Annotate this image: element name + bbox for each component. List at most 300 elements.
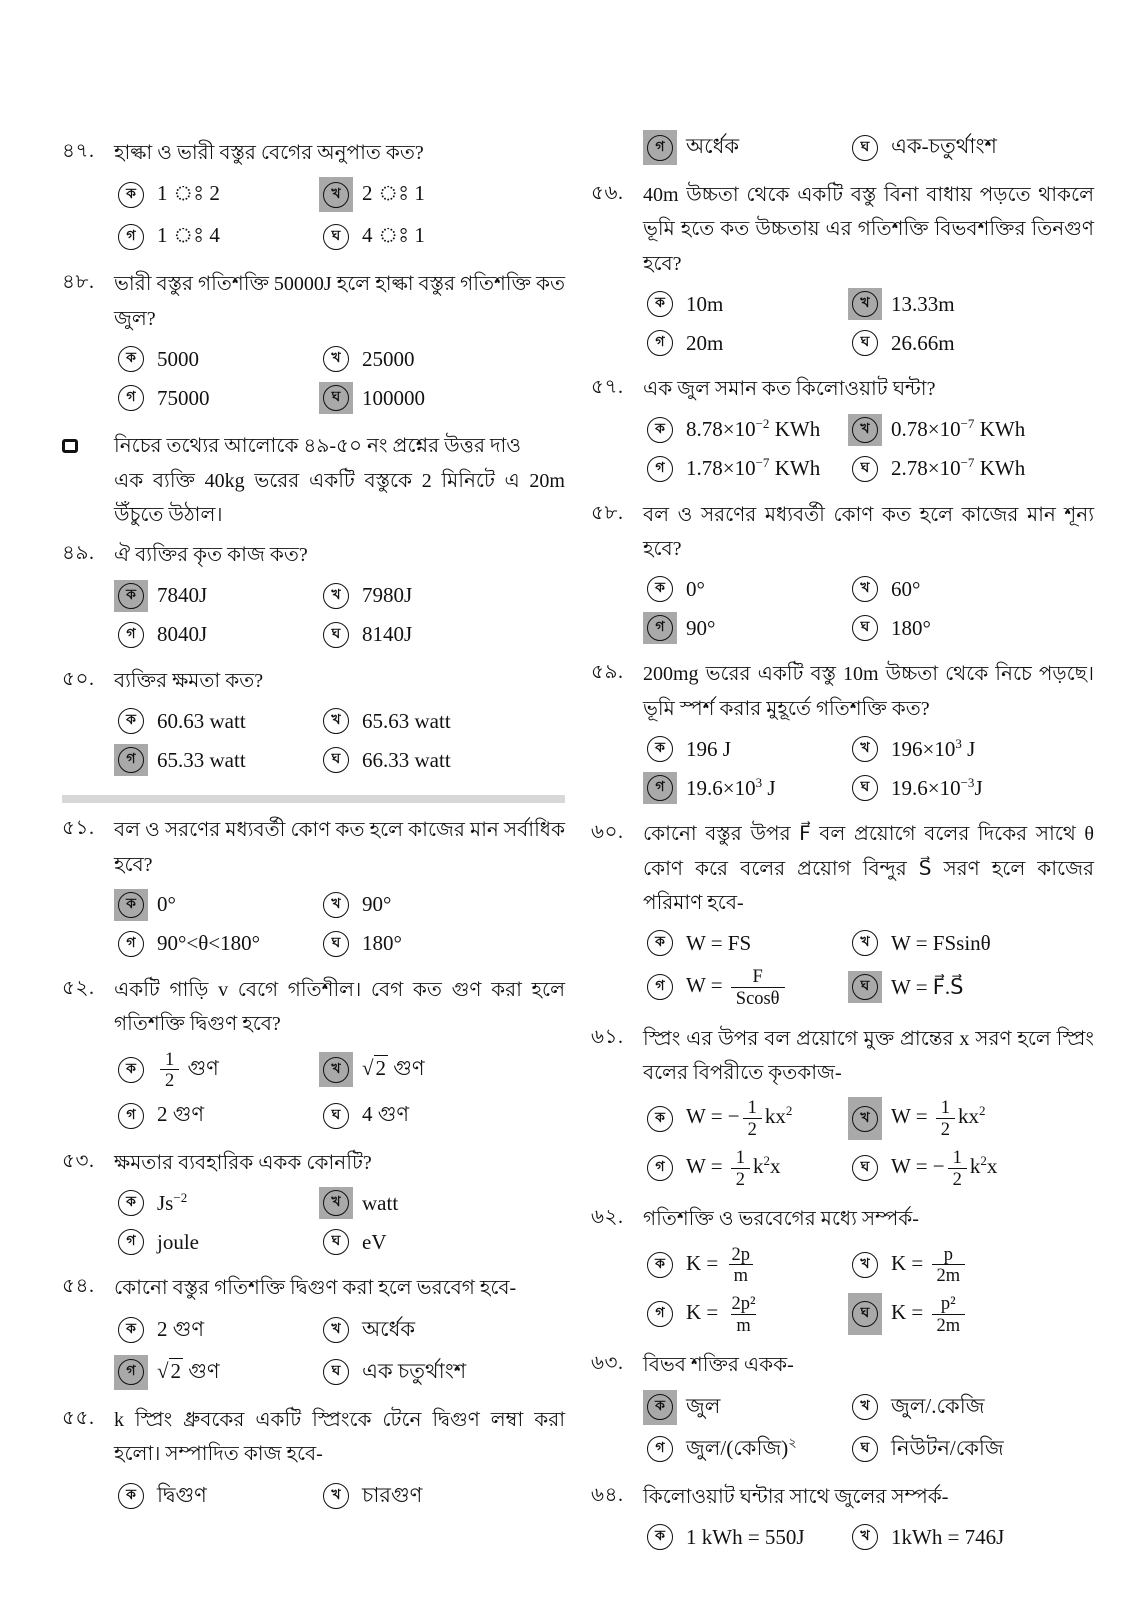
continued-options-block — [591, 130, 1094, 174]
answer-highlight-box — [643, 327, 677, 359]
option-letter-circle: ক — [647, 736, 673, 762]
answer-highlight-box — [643, 1293, 677, 1335]
question-text: বিভব শক্তির একক- — [643, 1354, 794, 1377]
question-number: ৫৮. — [591, 501, 624, 524]
answer-highlight-box — [114, 219, 148, 254]
option-letter-circle: গ — [647, 1301, 673, 1327]
answer-option — [643, 288, 848, 320]
answer-option — [114, 928, 319, 960]
options-grid — [114, 1313, 565, 1390]
question-head — [62, 664, 565, 698]
answer-option — [319, 382, 565, 414]
option-label: 0° — [157, 892, 176, 917]
answer-option — [643, 1293, 848, 1335]
option-label: W = FS — [686, 930, 752, 955]
answer-option — [643, 612, 848, 644]
answer-highlight-box — [848, 1147, 882, 1189]
answer-highlight-box — [114, 1479, 148, 1514]
option-label: 10m — [686, 291, 724, 316]
answer-highlight-box — [643, 1147, 677, 1189]
answer-highlight-box — [643, 130, 677, 165]
option-label: জুল/.কেজি — [891, 1393, 985, 1418]
question-text: কোনো বস্তুর উপর F⃗ বল প্রয়োগে বলের দিকের সাথে θ কোণ করে বলের প্রয়োগ বিন্দুর S⃗ সরণ হলে কাজের পরিমাণ হবে- — [643, 823, 1094, 914]
answer-option — [848, 1244, 1094, 1286]
option-label: 7840J — [157, 583, 208, 608]
question-number: ৫৭. — [591, 376, 624, 399]
answer-highlight-box — [114, 889, 148, 921]
question-block — [591, 657, 1094, 813]
option-letter-circle: খ — [323, 1190, 349, 1216]
fraction: $\frac{p}{2m}$ — [932, 1244, 966, 1286]
answer-option — [643, 1244, 848, 1286]
question-text: 200mg ভরের একটি বস্তু 10m উচ্চতা থেকে নিচে পড়ছে। ভূমি স্পর্শ করার মুহূর্তে গতিশক্তি কত? — [643, 663, 1094, 720]
option-letter-circle: ঘ — [323, 1103, 349, 1129]
option-letter-circle: গ — [118, 224, 144, 250]
question-number: ৬৩. — [591, 1352, 624, 1375]
question-text: কিলোওয়াট ঘন্টার সাথে জুলের সম্পর্ক- — [643, 1485, 949, 1508]
option-label: 65.63 watt — [362, 708, 451, 733]
question-text: কোনো বস্তুর গতিশক্তি দ্বিগুণ করা হলে ভরবেগ হবে- — [114, 1277, 517, 1300]
note-gutter — [62, 429, 114, 532]
option-letter-circle: খ — [852, 291, 878, 317]
options-grid — [114, 177, 565, 254]
question-head — [62, 1146, 565, 1180]
answer-option — [319, 705, 565, 737]
answer-highlight-box — [114, 744, 148, 776]
answer-highlight-box — [643, 1432, 677, 1467]
options-grid — [114, 705, 565, 776]
option-letter-circle: ঘ — [323, 1229, 349, 1255]
option-letter-circle: খ — [852, 1524, 878, 1550]
option-label: 66.33 watt — [362, 747, 451, 772]
option-letter-circle: গ — [647, 1155, 673, 1181]
answer-highlight-box — [319, 219, 353, 254]
question-number: ৪৭. — [62, 140, 95, 162]
option-letter-circle: খ — [323, 346, 349, 372]
option-label: 4 গুণ — [362, 1102, 410, 1127]
option-label: 13.33m — [891, 291, 955, 316]
answer-option — [848, 971, 1094, 1003]
question-text: ক্ষমতার ব্যবহারিক একক কোনটি? — [114, 1152, 372, 1175]
answer-option — [114, 1098, 319, 1133]
answer-option — [848, 1521, 1094, 1553]
answer-highlight-box — [114, 580, 148, 612]
answer-highlight-box — [319, 1098, 353, 1133]
note-content — [114, 429, 565, 532]
question-text: বল ও সরণের মধ্যবর্তী কোণ কত হলে কাজের মান শূন্য হবে? — [643, 503, 1094, 560]
option-label: 8140J — [362, 622, 413, 647]
option-letter-circle: খ — [323, 182, 349, 208]
option-letter-circle: গ — [118, 385, 144, 411]
options-grid — [643, 1521, 1094, 1553]
answer-option — [319, 343, 565, 375]
answer-option — [643, 1097, 848, 1139]
answer-highlight-box — [114, 382, 148, 414]
answer-option — [643, 1521, 848, 1553]
option-letter-circle: গ — [647, 1436, 673, 1462]
option-label: চারগুণ — [362, 1482, 423, 1507]
question-number: ৫৫. — [62, 1406, 95, 1429]
column-right — [591, 130, 1094, 1570]
option-letter-circle: ঘ — [323, 1359, 349, 1385]
option-label: W = F⃗.S⃗ — [891, 974, 964, 999]
options-grid — [114, 889, 565, 960]
option-letter-circle: ক — [647, 930, 673, 956]
option-label: 180° — [362, 931, 402, 956]
answer-option — [114, 889, 319, 921]
answer-option — [114, 1355, 319, 1390]
option-letter-circle: গ — [647, 615, 673, 641]
question-number: ৫০. — [62, 667, 95, 690]
answer-highlight-box — [319, 928, 353, 960]
option-label: 1 ঃ 2 — [157, 181, 220, 206]
option-label: W = FSsinθ — [891, 930, 991, 955]
answer-highlight-box — [848, 927, 882, 959]
answer-highlight-box — [848, 1521, 882, 1553]
column-left — [62, 130, 565, 1570]
question-block — [591, 817, 1094, 1018]
option-label: জুল/(কেজি)$^২$ — [686, 1434, 797, 1460]
option-letter-circle: খ — [323, 583, 349, 609]
answer-option — [643, 927, 848, 959]
question-head — [62, 813, 565, 882]
option-label: $196\times 10^3$ J — [891, 735, 976, 761]
answer-option — [643, 1432, 848, 1467]
answer-option — [848, 772, 1094, 804]
answer-highlight-box — [643, 414, 677, 446]
option-letter-circle: ঘ — [852, 974, 878, 1000]
answer-highlight-box — [848, 453, 882, 485]
question-block — [591, 178, 1094, 368]
options-grid — [114, 1479, 565, 1514]
option-label: অর্ধেক — [686, 134, 740, 158]
answer-option — [848, 733, 1094, 765]
square-root: √2 — [362, 1056, 387, 1081]
question-head — [591, 817, 1094, 920]
question-number: ৫২. — [62, 976, 95, 999]
option-label: W = $\frac{1}{2}$ $k^2x$ — [686, 1146, 781, 1189]
answer-highlight-box — [319, 343, 353, 375]
answer-highlight-box — [319, 177, 353, 212]
option-label: 100000 — [362, 385, 425, 410]
shared-stimulus-block — [62, 429, 565, 532]
option-label: 1 kWh = 550J — [686, 1524, 805, 1549]
answer-highlight-box — [114, 1313, 148, 1348]
answer-option — [114, 177, 319, 212]
question-block — [591, 1348, 1094, 1475]
question-text: ব্যক্তির ক্ষমতা কত? — [114, 669, 264, 692]
question-number: ৪৯. — [62, 542, 95, 565]
answer-option — [848, 927, 1094, 959]
fraction: $\frac{1}{2}$ — [948, 1147, 967, 1189]
question-block — [591, 372, 1094, 493]
answer-option — [319, 1479, 565, 1514]
question-number: ৫৪. — [62, 1275, 95, 1298]
option-label: এক-চতুর্থাংশ — [891, 134, 997, 158]
option-label: 180° — [891, 615, 931, 640]
fraction: $\frac{\text{2p²}}{m}$ — [731, 1292, 756, 1335]
answer-highlight-box — [319, 1313, 353, 1348]
question-number: ৫১. — [62, 817, 95, 840]
option-letter-circle: ক — [647, 1394, 673, 1420]
answer-option — [114, 1049, 319, 1091]
question-head — [62, 538, 565, 572]
answer-highlight-box — [319, 1479, 353, 1514]
question-head — [591, 1202, 1094, 1236]
option-letter-circle: ক — [118, 583, 144, 609]
question-head — [591, 657, 1094, 726]
answer-highlight-box — [643, 573, 677, 605]
option-letter-circle: ঘ — [852, 456, 878, 482]
options-grid — [643, 1244, 1094, 1336]
options-grid — [114, 343, 565, 414]
answer-option — [114, 619, 319, 651]
answer-option — [319, 1187, 565, 1219]
question-head — [591, 372, 1094, 406]
answer-highlight-box — [319, 382, 353, 414]
answer-highlight-box — [643, 733, 677, 765]
answer-highlight-box — [319, 619, 353, 651]
option-letter-circle: গ — [118, 622, 144, 648]
option-letter-circle: গ — [647, 456, 673, 482]
option-letter-circle: গ — [647, 974, 673, 1000]
answer-option — [114, 343, 319, 375]
question-number: ৫৯. — [591, 661, 624, 684]
question-text: বল ও সরণের মধ্যবর্তী কোণ কত হলে কাজের মান সর্বাধিক হবে? — [114, 819, 565, 876]
question-block — [62, 973, 565, 1142]
square-root: √2 — [157, 1358, 182, 1383]
answer-option — [319, 744, 565, 776]
option-label: 1 ঃ 4 — [157, 223, 220, 248]
question-block — [591, 1022, 1094, 1199]
answer-option — [319, 219, 565, 254]
question-block — [62, 1271, 565, 1398]
answer-option — [643, 573, 848, 605]
option-letter-circle: ক — [647, 1524, 673, 1550]
fraction: $\frac{\text{p²}}{2m}$ — [932, 1293, 966, 1335]
option-label: এক চতুর্থাংশ — [362, 1358, 467, 1383]
answer-highlight-box — [848, 1390, 882, 1425]
option-letter-circle: ঘ — [323, 931, 349, 957]
answer-highlight-box — [114, 1098, 148, 1133]
answer-highlight-box — [319, 1355, 353, 1390]
option-letter-circle: ঘ — [852, 330, 878, 356]
answer-highlight-box — [848, 971, 882, 1003]
option-label: $2.78\times 10^{-7}$ KWh — [891, 455, 1026, 481]
option-label: W = − $\frac{1}{2}$ $kx^2$ — [686, 1097, 793, 1140]
answer-option — [848, 327, 1094, 359]
question-number: ৬১. — [591, 1025, 624, 1048]
answer-highlight-box — [848, 327, 882, 359]
question-head — [62, 136, 565, 170]
answer-highlight-box — [643, 1521, 677, 1553]
answer-highlight-box — [643, 927, 677, 959]
option-letter-circle: ক — [647, 1252, 673, 1278]
option-label: 2 গুণ — [157, 1316, 205, 1341]
option-label: √2 গুণ — [362, 1056, 425, 1081]
options-grid — [643, 130, 1094, 165]
question-text: এক জুল সমান কত কিলোওয়াট ঘন্টা? — [643, 378, 936, 401]
option-letter-circle: গ — [647, 330, 673, 356]
answer-option — [114, 1226, 319, 1258]
option-letter-circle: ক — [118, 1317, 144, 1343]
option-label: $8.78\times 10^{-2}$ KWh — [686, 416, 821, 442]
fraction: $\frac{1}{2}$ — [743, 1097, 762, 1139]
options-grid — [643, 414, 1094, 485]
option-label: $19.6\times 10^3$ J — [686, 774, 776, 800]
option-label: 90°<θ<180° — [157, 931, 261, 956]
option-label: K = $\frac{2p}{m}$ — [686, 1244, 758, 1286]
options-grid — [643, 573, 1094, 644]
option-letter-circle: গ — [118, 747, 144, 773]
question-head — [62, 1403, 565, 1472]
answer-highlight-box — [643, 612, 677, 644]
options-grid — [643, 288, 1094, 359]
option-letter-circle: ক — [647, 291, 673, 317]
question-text: গতিশক্তি ও ভরবেগের মধ্যে সম্পর্ক- — [643, 1208, 919, 1231]
answer-option — [319, 1313, 565, 1348]
square-bullet-icon — [62, 439, 78, 453]
option-label: joule — [157, 1229, 199, 1254]
answer-highlight-box — [848, 414, 882, 446]
answer-option — [643, 772, 848, 804]
answer-option — [848, 288, 1094, 320]
answer-highlight-box — [848, 130, 882, 165]
option-label: 4 ঃ 1 — [362, 223, 425, 248]
option-label: 60° — [891, 576, 921, 601]
question-number: ৬০. — [591, 821, 624, 844]
option-letter-circle: ক — [118, 1483, 144, 1509]
question-block — [591, 1480, 1094, 1562]
question-text: k স্প্রিং ধ্রুবকের একটি স্প্রিংকে টেনে দ্বিগুণ লম্বা করা হলো। সম্পাদিত কাজ হবে- — [114, 1408, 565, 1466]
answer-highlight-box — [848, 1097, 882, 1139]
option-letter-circle: গ — [118, 1103, 144, 1129]
question-block — [62, 813, 565, 969]
answer-highlight-box — [114, 928, 148, 960]
question-head — [591, 1480, 1094, 1514]
answer-option — [643, 1147, 848, 1189]
option-label: K = $\frac{\text{p²}}{2m}$ — [891, 1293, 968, 1335]
question-head — [591, 498, 1094, 567]
option-letter-circle: খ — [852, 417, 878, 443]
answer-option — [319, 889, 565, 921]
answer-option — [643, 130, 848, 165]
answer-option — [114, 219, 319, 254]
option-letter-circle: ঘ — [323, 224, 349, 250]
option-label: watt — [362, 1190, 399, 1215]
answer-option — [848, 612, 1094, 644]
option-letter-circle: খ — [323, 1483, 349, 1509]
question-text: স্প্রিং এর উপর বল প্রয়োগে মুক্ত প্রান্তের x সরণ হলে স্প্রিং বলের বিপরীতে কৃতকাজ- — [643, 1027, 1094, 1085]
question-number: ৫৬. — [591, 182, 624, 204]
answer-option — [319, 1052, 565, 1087]
option-letter-circle: ঘ — [852, 1301, 878, 1327]
option-label: W = $\frac{1}{2}$ $kx^2$ — [891, 1097, 986, 1140]
answer-option — [114, 744, 319, 776]
option-letter-circle: ক — [647, 1106, 673, 1132]
answer-option — [643, 966, 848, 1008]
option-letter-circle: গ — [118, 1359, 144, 1385]
answer-highlight-box — [848, 1432, 882, 1467]
option-label: 5000 — [157, 346, 199, 371]
answer-highlight-box — [643, 1244, 677, 1286]
answer-highlight-box — [848, 612, 882, 644]
option-label: K = $\frac{\text{2p²}}{m}$ — [686, 1293, 764, 1335]
option-label: 90° — [362, 892, 392, 917]
answer-highlight-box — [848, 733, 882, 765]
question-head — [591, 178, 1094, 281]
option-letter-circle: খ — [852, 1252, 878, 1278]
option-letter-circle: গ — [118, 931, 144, 957]
option-letter-circle: ঘ — [323, 385, 349, 411]
answer-option — [848, 1097, 1094, 1139]
answer-highlight-box — [114, 619, 148, 651]
option-label: 0° — [686, 576, 705, 601]
option-label: 7980J — [362, 583, 413, 608]
answer-option — [643, 1390, 848, 1425]
option-letter-circle: গ — [647, 135, 673, 161]
question-block — [62, 538, 565, 659]
answer-option — [319, 580, 565, 612]
answer-option — [114, 1187, 319, 1219]
question-number: ৬২. — [591, 1206, 624, 1229]
answer-highlight-box — [114, 705, 148, 737]
note-heading: নিচের তথ্যের আলোকে ৪৯-৫০ নং প্রশ্নের উত্তর দাও — [114, 435, 521, 458]
answer-option — [848, 1293, 1094, 1335]
option-label: 8040J — [157, 622, 208, 647]
option-label: জুল — [686, 1393, 721, 1418]
answer-highlight-box — [848, 573, 882, 605]
option-letter-circle: ঘ — [852, 135, 878, 161]
question-block — [62, 136, 565, 263]
question-block — [591, 1202, 1094, 1344]
answer-option — [114, 1313, 319, 1348]
answer-option — [848, 1390, 1094, 1425]
question-number: ৬৪. — [591, 1483, 624, 1506]
answer-highlight-box — [319, 889, 353, 921]
option-label: 60.63 watt — [157, 708, 246, 733]
answer-option — [643, 414, 848, 446]
question-text: হাল্কা ও ভারী বস্তুর বেগের অনুপাত কত? — [114, 142, 424, 164]
question-head — [591, 1022, 1094, 1091]
answer-option — [643, 733, 848, 765]
option-letter-circle: ক — [118, 1057, 144, 1083]
question-text: ভারী বস্তুর গতিশক্তি 50000J হলে হাল্কা বস্তুর গতিশক্তি কত জুল? — [114, 273, 565, 330]
option-label: নিউটন/কেজি — [891, 1435, 1004, 1460]
answer-option — [319, 177, 565, 212]
answer-highlight-box — [643, 772, 677, 804]
options-grid — [114, 1187, 565, 1258]
question-text: একটি গাড়ি v বেগে গতিশীল। বেগ কত গুণ করা হলে গতিশক্তি দ্বিগুণ হবে? — [114, 978, 565, 1036]
option-letter-circle: খ — [323, 1057, 349, 1083]
answer-highlight-box — [643, 1390, 677, 1425]
answer-highlight-box — [848, 772, 882, 804]
option-letter-circle: ক — [118, 346, 144, 372]
answer-highlight-box — [319, 1226, 353, 1258]
option-letter-circle: গ — [118, 1229, 144, 1255]
option-label: 20m — [686, 330, 724, 355]
question-text: ঐ ব্যক্তির কৃত কাজ কত? — [114, 544, 308, 567]
answer-option — [848, 573, 1094, 605]
option-letter-circle: খ — [323, 708, 349, 734]
teacher-banner — [62, 795, 565, 803]
option-label: 2 গুণ — [157, 1102, 205, 1127]
option-label: অর্ধেক — [362, 1316, 416, 1341]
option-letter-circle: ক — [118, 708, 144, 734]
note-body: এক ব্যক্তি 40kg ভরের একটি বস্তুকে 2 মিনিটে এ 20m উঁচুতে উঠাল। — [114, 469, 565, 526]
answer-highlight-box — [319, 1187, 353, 1219]
question-number: ৪৮. — [62, 271, 95, 294]
